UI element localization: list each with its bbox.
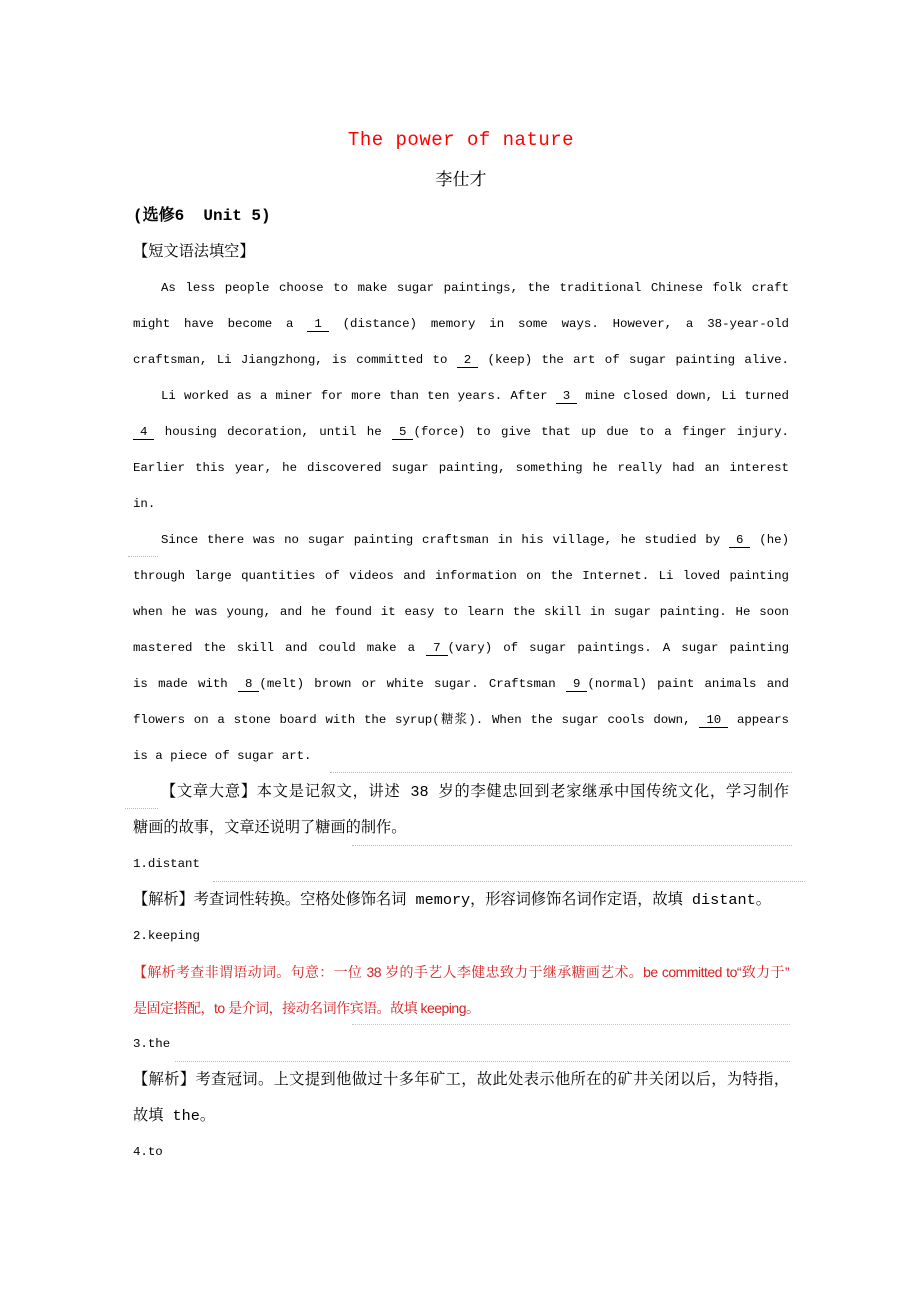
passage-text: Since there was no sugar painting craftsman in his village, he studied by bbox=[161, 533, 730, 547]
unit-heading: (选修6 Unit 5) bbox=[133, 207, 271, 225]
passage-text: mine closed down, Li turned bbox=[577, 389, 789, 403]
passage-line bbox=[133, 666, 789, 702]
answer-text: 4.to bbox=[133, 1145, 163, 1159]
blank-6: 6 bbox=[729, 533, 750, 548]
summary-line bbox=[133, 810, 789, 846]
passage-text: when he was young, and he found it easy to learn the skill in sugar painting. He soon bbox=[133, 605, 789, 619]
spellcheck-dotted-line bbox=[128, 556, 158, 557]
passage-text: might have become a bbox=[133, 317, 308, 331]
passage-line bbox=[133, 450, 789, 486]
blank-1: 1 bbox=[307, 317, 328, 332]
passage-line bbox=[133, 306, 789, 342]
passage-line bbox=[133, 558, 789, 594]
spellcheck-dotted-line bbox=[125, 808, 158, 809]
analysis-text: 【解析】考查词性转换。空格处修饰名词 memory，形容词修饰名词作定语，故填 distant。 bbox=[133, 891, 771, 909]
blank-8: 8 bbox=[238, 677, 259, 692]
answer-text: 2.keeping bbox=[133, 929, 200, 943]
blank-5: 5 bbox=[392, 425, 413, 440]
passage-line bbox=[133, 414, 789, 450]
blank-2: 2 bbox=[457, 353, 478, 368]
passage-line bbox=[133, 522, 789, 558]
passage-text: appears bbox=[728, 713, 789, 727]
summary-line bbox=[133, 774, 789, 810]
summary-text: 糖画的故事，文章还说明了糖画的制作。 bbox=[133, 819, 407, 837]
spellcheck-dotted-line bbox=[352, 1024, 790, 1025]
passage-line bbox=[133, 630, 789, 666]
blank-9: 9 bbox=[566, 677, 587, 692]
answer-3-analysis bbox=[133, 1098, 789, 1134]
document-content bbox=[133, 118, 789, 1170]
passage-text: in. bbox=[133, 497, 156, 511]
passage-line bbox=[133, 270, 789, 306]
analysis-text: 故填 the。 bbox=[133, 1107, 216, 1125]
blank-4: 4 bbox=[133, 425, 154, 440]
spellcheck-dotted-line bbox=[213, 881, 805, 882]
passage-text: (normal) paint animals and bbox=[587, 677, 789, 691]
passage-text: is made with bbox=[133, 677, 238, 691]
passage-text: Li worked as a miner for more than ten years. After bbox=[161, 389, 556, 403]
answer-2-label bbox=[133, 918, 789, 954]
passage-text: housing decoration, until he bbox=[154, 425, 392, 439]
passage-line bbox=[133, 594, 789, 630]
answer-4-label bbox=[133, 1134, 789, 1170]
answer-3-label bbox=[133, 1026, 789, 1062]
page-title: The power of nature bbox=[347, 129, 575, 151]
passage-line bbox=[133, 342, 789, 378]
passage-text: (force) to give that up due to a finger injury. bbox=[413, 425, 789, 439]
passage-text: through large quantities of videos and information on the Internet. Li loved painting bbox=[133, 569, 789, 583]
passage-text: (he) bbox=[750, 533, 789, 547]
answer-2-analysis bbox=[133, 990, 789, 1026]
passage-text: (melt) brown or white sugar. Craftsman bbox=[259, 677, 566, 691]
blank-10: 10 bbox=[699, 713, 728, 728]
passage-line bbox=[133, 378, 789, 414]
passage-text: Earlier this year, he discovered sugar painting, something he really had an interest bbox=[133, 461, 789, 475]
spellcheck-dotted-line bbox=[352, 845, 792, 846]
blank-3: 3 bbox=[556, 389, 577, 404]
analysis-text: 【解析】考查冠词。上文提到他做过十多年矿工，故此处表示他所在的矿井关闭以后，为特指， bbox=[133, 1071, 789, 1089]
passage-text: (keep) the art of sugar painting alive. bbox=[478, 353, 789, 367]
answer-text: 3.the bbox=[133, 1037, 171, 1051]
answer-1-analysis bbox=[133, 882, 789, 918]
passage-text: (distance) memory in some ways. However, a 38-year-old bbox=[328, 317, 789, 331]
section-heading: 【短文语法填空】 bbox=[133, 243, 255, 261]
answer-2-analysis bbox=[133, 954, 789, 990]
passage-text: flowers on a stone board with the syrup(糖浆). When the sugar cools down, bbox=[133, 713, 700, 727]
answer-1-label bbox=[133, 846, 789, 882]
analysis-text-red: 是固定搭配，to 是介词，接动名词作宾语。故填 keeping。 bbox=[133, 1000, 480, 1016]
passage-line bbox=[133, 702, 789, 738]
passage-text: craftsman, Li Jiangzhong, is committed to bbox=[133, 353, 457, 367]
passage-text: mastered the skill and could make a bbox=[133, 641, 427, 655]
passage-line bbox=[133, 486, 789, 522]
summary-text: 【文章大意】本文是记叙文，讲述 38 岁的李健忠回到老家继承中国传统文化，学习制作 bbox=[161, 783, 789, 801]
answer-3-analysis bbox=[133, 1062, 789, 1098]
passage-text: is a piece of sugar art. bbox=[133, 749, 312, 763]
author-name: 李仕才 bbox=[435, 170, 487, 189]
passage-line bbox=[133, 738, 789, 774]
passage-text: (vary) of sugar paintings. A sugar painting bbox=[447, 641, 790, 655]
blank-7: 7 bbox=[426, 641, 447, 656]
spellcheck-dotted-line bbox=[330, 772, 792, 773]
answer-text: 1.distant bbox=[133, 857, 200, 871]
passage-text: As less people choose to make sugar paintings, the traditional Chinese folk craft bbox=[161, 281, 789, 295]
analysis-text-red: 【解析考查非谓语动词。句意：一位 38 岁的手艺人李健忠致力于继承糖画艺术。be committed to“致力于” bbox=[133, 964, 789, 980]
spellcheck-dotted-line bbox=[175, 1061, 790, 1062]
